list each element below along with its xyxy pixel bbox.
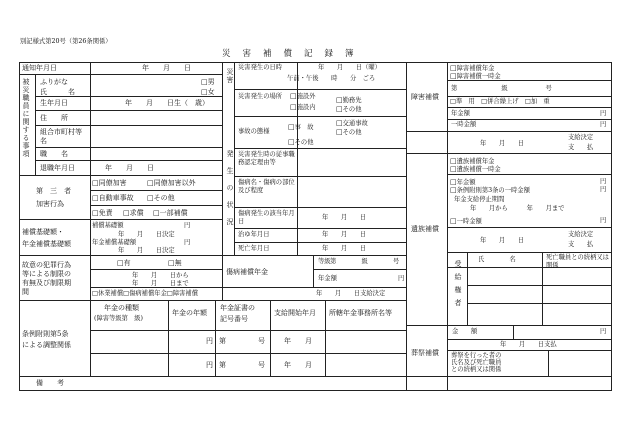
adjust-ym-2[interactable]: 年 月 bbox=[284, 361, 312, 369]
recipient-label: 受給権者 bbox=[454, 260, 462, 312]
form-number: 別記様式第20号（第26条関係） bbox=[20, 38, 112, 45]
surv-annual-yen: 円 bbox=[600, 178, 607, 185]
base-amount-label: 補償基礎額・ bbox=[22, 228, 64, 236]
yen-1: 円 bbox=[184, 222, 191, 229]
victim-section-label: 被災職員に関する事項 bbox=[22, 78, 30, 158]
decided-date-2[interactable]: 年 月 日決定 bbox=[118, 247, 175, 254]
pension-type-label: 年金の種類 bbox=[104, 304, 139, 312]
dis-decided-date[interactable]: 年 月 日 bbox=[480, 140, 525, 147]
limit-label-4: 間 bbox=[22, 288, 29, 296]
address-label: 住 所 bbox=[40, 114, 68, 122]
facility-out-checkbox[interactable]: □ 施設内 bbox=[290, 103, 316, 112]
dis-grade-field[interactable]: 第 級 号 bbox=[451, 85, 552, 92]
surv-pay: 支 払 bbox=[568, 241, 594, 248]
funeral-person-1: 葬祭を行った者の bbox=[451, 352, 502, 359]
surv-lump2-checkbox[interactable]: □ 一時金額 bbox=[450, 217, 482, 226]
surv-pay-decision: 支給決定 bbox=[568, 231, 594, 238]
commute-checkbox[interactable]: □ 勤務先 bbox=[336, 96, 362, 105]
adjust-label-2: による調整関係 bbox=[22, 341, 71, 349]
cause-label: 事故の態様 bbox=[238, 128, 270, 135]
yen-2: 円 bbox=[184, 239, 191, 246]
car-accident-checkbox[interactable]: □ 自動車事故 bbox=[92, 194, 134, 203]
place-label: 災害発生の場所 bbox=[238, 93, 283, 100]
cert-no-label-2: 記号番号 bbox=[220, 315, 248, 323]
heal-date-field[interactable]: 年 月 日 bbox=[322, 231, 367, 238]
dis-pay-decision: 支給決定 bbox=[568, 134, 594, 141]
limit-to[interactable]: 年 月 日まで bbox=[132, 280, 189, 287]
exempt-checkbox[interactable]: □ 免責 bbox=[92, 209, 113, 218]
injury-label: 傷病名・傷病の部位及び程度 bbox=[238, 179, 295, 194]
occurred-date-field[interactable]: 年 月 日（曜） bbox=[318, 64, 381, 71]
dis-annual-yen: 円 bbox=[600, 110, 607, 117]
identified-checkbox[interactable]: □ 同僚加害 bbox=[92, 179, 127, 188]
surv-lump-checkbox[interactable]: □ 遺族補償一時金 bbox=[450, 165, 501, 174]
surv-lump2-yen: 円 bbox=[600, 217, 607, 224]
furigana-label: ふりがな bbox=[40, 78, 68, 86]
name-col-label: 氏 名 bbox=[478, 256, 516, 263]
limit-label-1: 故意の犯罪行為 bbox=[22, 261, 71, 269]
name-label: 氏 名 bbox=[40, 88, 75, 96]
job-label: 職 名 bbox=[40, 150, 68, 158]
male-checkbox[interactable]: □ 男 bbox=[201, 78, 215, 87]
limit-no-checkbox[interactable]: □ 無 bbox=[168, 259, 182, 268]
limit-options[interactable]: □休業補償□傷病補償年金□障害補償 bbox=[92, 290, 199, 297]
survivor-label: 遺族補償 bbox=[411, 225, 439, 233]
funeral-yen: 円 bbox=[600, 328, 607, 335]
relation-col-label: 死亡職員との続柄又は関係 bbox=[546, 254, 609, 269]
grade-field[interactable]: 第 級 号 bbox=[330, 258, 400, 265]
surv-annual-checkbox[interactable]: □ 年金額 bbox=[450, 178, 476, 187]
funeral-person-2: 氏名及び死亡職員 bbox=[451, 359, 502, 366]
other-checkbox[interactable]: □ その他 bbox=[147, 194, 175, 203]
remarks-label: 備 考 bbox=[36, 379, 64, 387]
pension-base-label: 年金補償基礎額 bbox=[22, 240, 71, 248]
dis-options[interactable]: □準 用 □併合繰上げ □加 重 bbox=[450, 98, 550, 105]
pension-amount-label: 年金の年額 bbox=[172, 309, 207, 317]
onset-date-field[interactable]: 年 月 日 bbox=[322, 214, 367, 221]
injury-pension-label: 傷病補償年金 bbox=[226, 268, 268, 276]
dis-lump-label: 一時金額 bbox=[451, 121, 477, 128]
partial-comp-checkbox[interactable]: □ 一部補償 bbox=[153, 209, 188, 218]
pay-start-label: 支給開始年月 bbox=[274, 309, 316, 317]
dis-lump-yen: 円 bbox=[600, 121, 607, 128]
full-claim-checkbox[interactable]: □ 求償 bbox=[123, 209, 144, 218]
cert-no-label-1: 年金証書の bbox=[220, 304, 255, 312]
dis-pay: 支 払 bbox=[568, 144, 594, 151]
limit-from[interactable]: 年 月 日から bbox=[132, 272, 189, 279]
notify-date-field[interactable]: 年 月 日 bbox=[142, 64, 191, 72]
adjust-dai-2: 第 bbox=[219, 361, 226, 369]
agency-label: 所轄年金事務所名等 bbox=[329, 309, 392, 317]
onset-date-label: 傷病発生の該当年月日 bbox=[238, 210, 295, 225]
article3-yen: 円 bbox=[600, 186, 607, 193]
pay-decision-date[interactable]: 年 月 日支給決定 bbox=[316, 290, 386, 297]
pension-grade-label: (障害等級第 級) bbox=[94, 315, 143, 322]
heal-date-label: 治ゆ年月日 bbox=[238, 231, 270, 238]
decided-date-1[interactable]: 年 月 日決定 bbox=[118, 231, 175, 238]
funeral-amount-label: 金 額 bbox=[452, 328, 478, 335]
dis-pension-checkbox[interactable]: □ 障害補償年金 bbox=[450, 64, 494, 73]
surv-decided-date[interactable]: 年 月 日 bbox=[480, 237, 525, 244]
third-party-label-2: 加害行為 bbox=[36, 200, 64, 208]
grade-label: 等級 bbox=[318, 258, 331, 265]
adjust-ym-1[interactable]: 年 月 bbox=[284, 337, 312, 345]
dis-annual-label: 年金額 bbox=[451, 110, 470, 117]
page-title: 災害補償記録簿 bbox=[222, 49, 366, 59]
adjust-yen-1: 円 bbox=[206, 337, 213, 345]
pension-base-sub: 年金補償基礎額 bbox=[92, 239, 137, 246]
female-checkbox[interactable]: □ 女 bbox=[201, 88, 215, 97]
facility-in-checkbox[interactable]: □ 施設外 bbox=[290, 92, 316, 101]
death-date-label: 死亡年月日 bbox=[238, 245, 270, 252]
adjust-yen-2: 円 bbox=[206, 361, 213, 369]
disability-label: 障害補償 bbox=[411, 93, 439, 101]
occurred-date-label: 災害発生の日時 bbox=[238, 64, 283, 71]
funeral-label: 葬祭補償 bbox=[411, 349, 439, 357]
limit-label-3: 有無及び制限期 bbox=[22, 279, 71, 287]
pension-amt-label: 年金額 bbox=[318, 275, 337, 282]
adjust-dai-1: 第 bbox=[219, 337, 226, 345]
stop-period-field[interactable]: 年 月から 年 月まで bbox=[470, 205, 565, 212]
duty-label: 災害発生時の従事職務認定理由等 bbox=[238, 151, 295, 166]
cause-other-checkbox[interactable]: □ その他 bbox=[336, 128, 362, 137]
place-other-checkbox[interactable]: □ その他 bbox=[336, 105, 362, 114]
funeral-person-3: との続柄又は関係 bbox=[451, 366, 502, 373]
situation-col-label: 発生の状況 bbox=[226, 150, 234, 235]
base-amount-sub: 補償基礎額 bbox=[92, 222, 124, 229]
retire-date-label: 退職年月日 bbox=[40, 164, 75, 172]
other-staff-checkbox[interactable]: □ 同僚加害以外 bbox=[147, 179, 196, 188]
adjust-go-1: 号 bbox=[258, 337, 265, 345]
accident-checkbox[interactable]: □ 事 故 bbox=[288, 123, 314, 132]
adjust-go-2: 号 bbox=[258, 361, 265, 369]
pension-yen: 円 bbox=[398, 275, 405, 282]
adjust-label-1: 条例附則第5条 bbox=[22, 330, 69, 338]
funeral-pay-date[interactable]: 年 月 日支払 bbox=[500, 341, 557, 348]
surv-pension-checkbox[interactable]: □ 遺族補償年金 bbox=[450, 157, 494, 166]
notify-date-label: 通知年月日 bbox=[22, 64, 57, 72]
stop-period-label: 年金支給停止期間 bbox=[454, 196, 505, 203]
cause-other2-checkbox[interactable]: □ その他 bbox=[288, 138, 314, 147]
union-label: 組合市町村等名 bbox=[40, 128, 82, 145]
disaster-col-label: 災害 bbox=[226, 68, 234, 84]
third-party-label: 第 三 者 bbox=[36, 187, 71, 195]
article3-checkbox[interactable]: □ 条例附則第3条の一時金額 bbox=[450, 186, 530, 195]
traffic-checkbox[interactable]: □ 交通事故 bbox=[336, 119, 368, 128]
retire-date-field[interactable]: 年 月 日 bbox=[105, 164, 154, 172]
dis-lump-checkbox[interactable]: □ 障害補償一時金 bbox=[450, 72, 501, 81]
limit-label-2: 等による制限の bbox=[22, 270, 71, 278]
occurred-time-field[interactable]: 午前・午後 時 分 ごろ bbox=[287, 75, 376, 82]
birth-date-label: 生年月日 bbox=[40, 99, 68, 107]
birth-date-field[interactable]: 年 月 日生（ 歳） bbox=[125, 99, 209, 107]
limit-yes-checkbox[interactable]: □ 有 bbox=[117, 259, 131, 268]
death-date-field[interactable]: 年 月 日 bbox=[322, 245, 367, 252]
